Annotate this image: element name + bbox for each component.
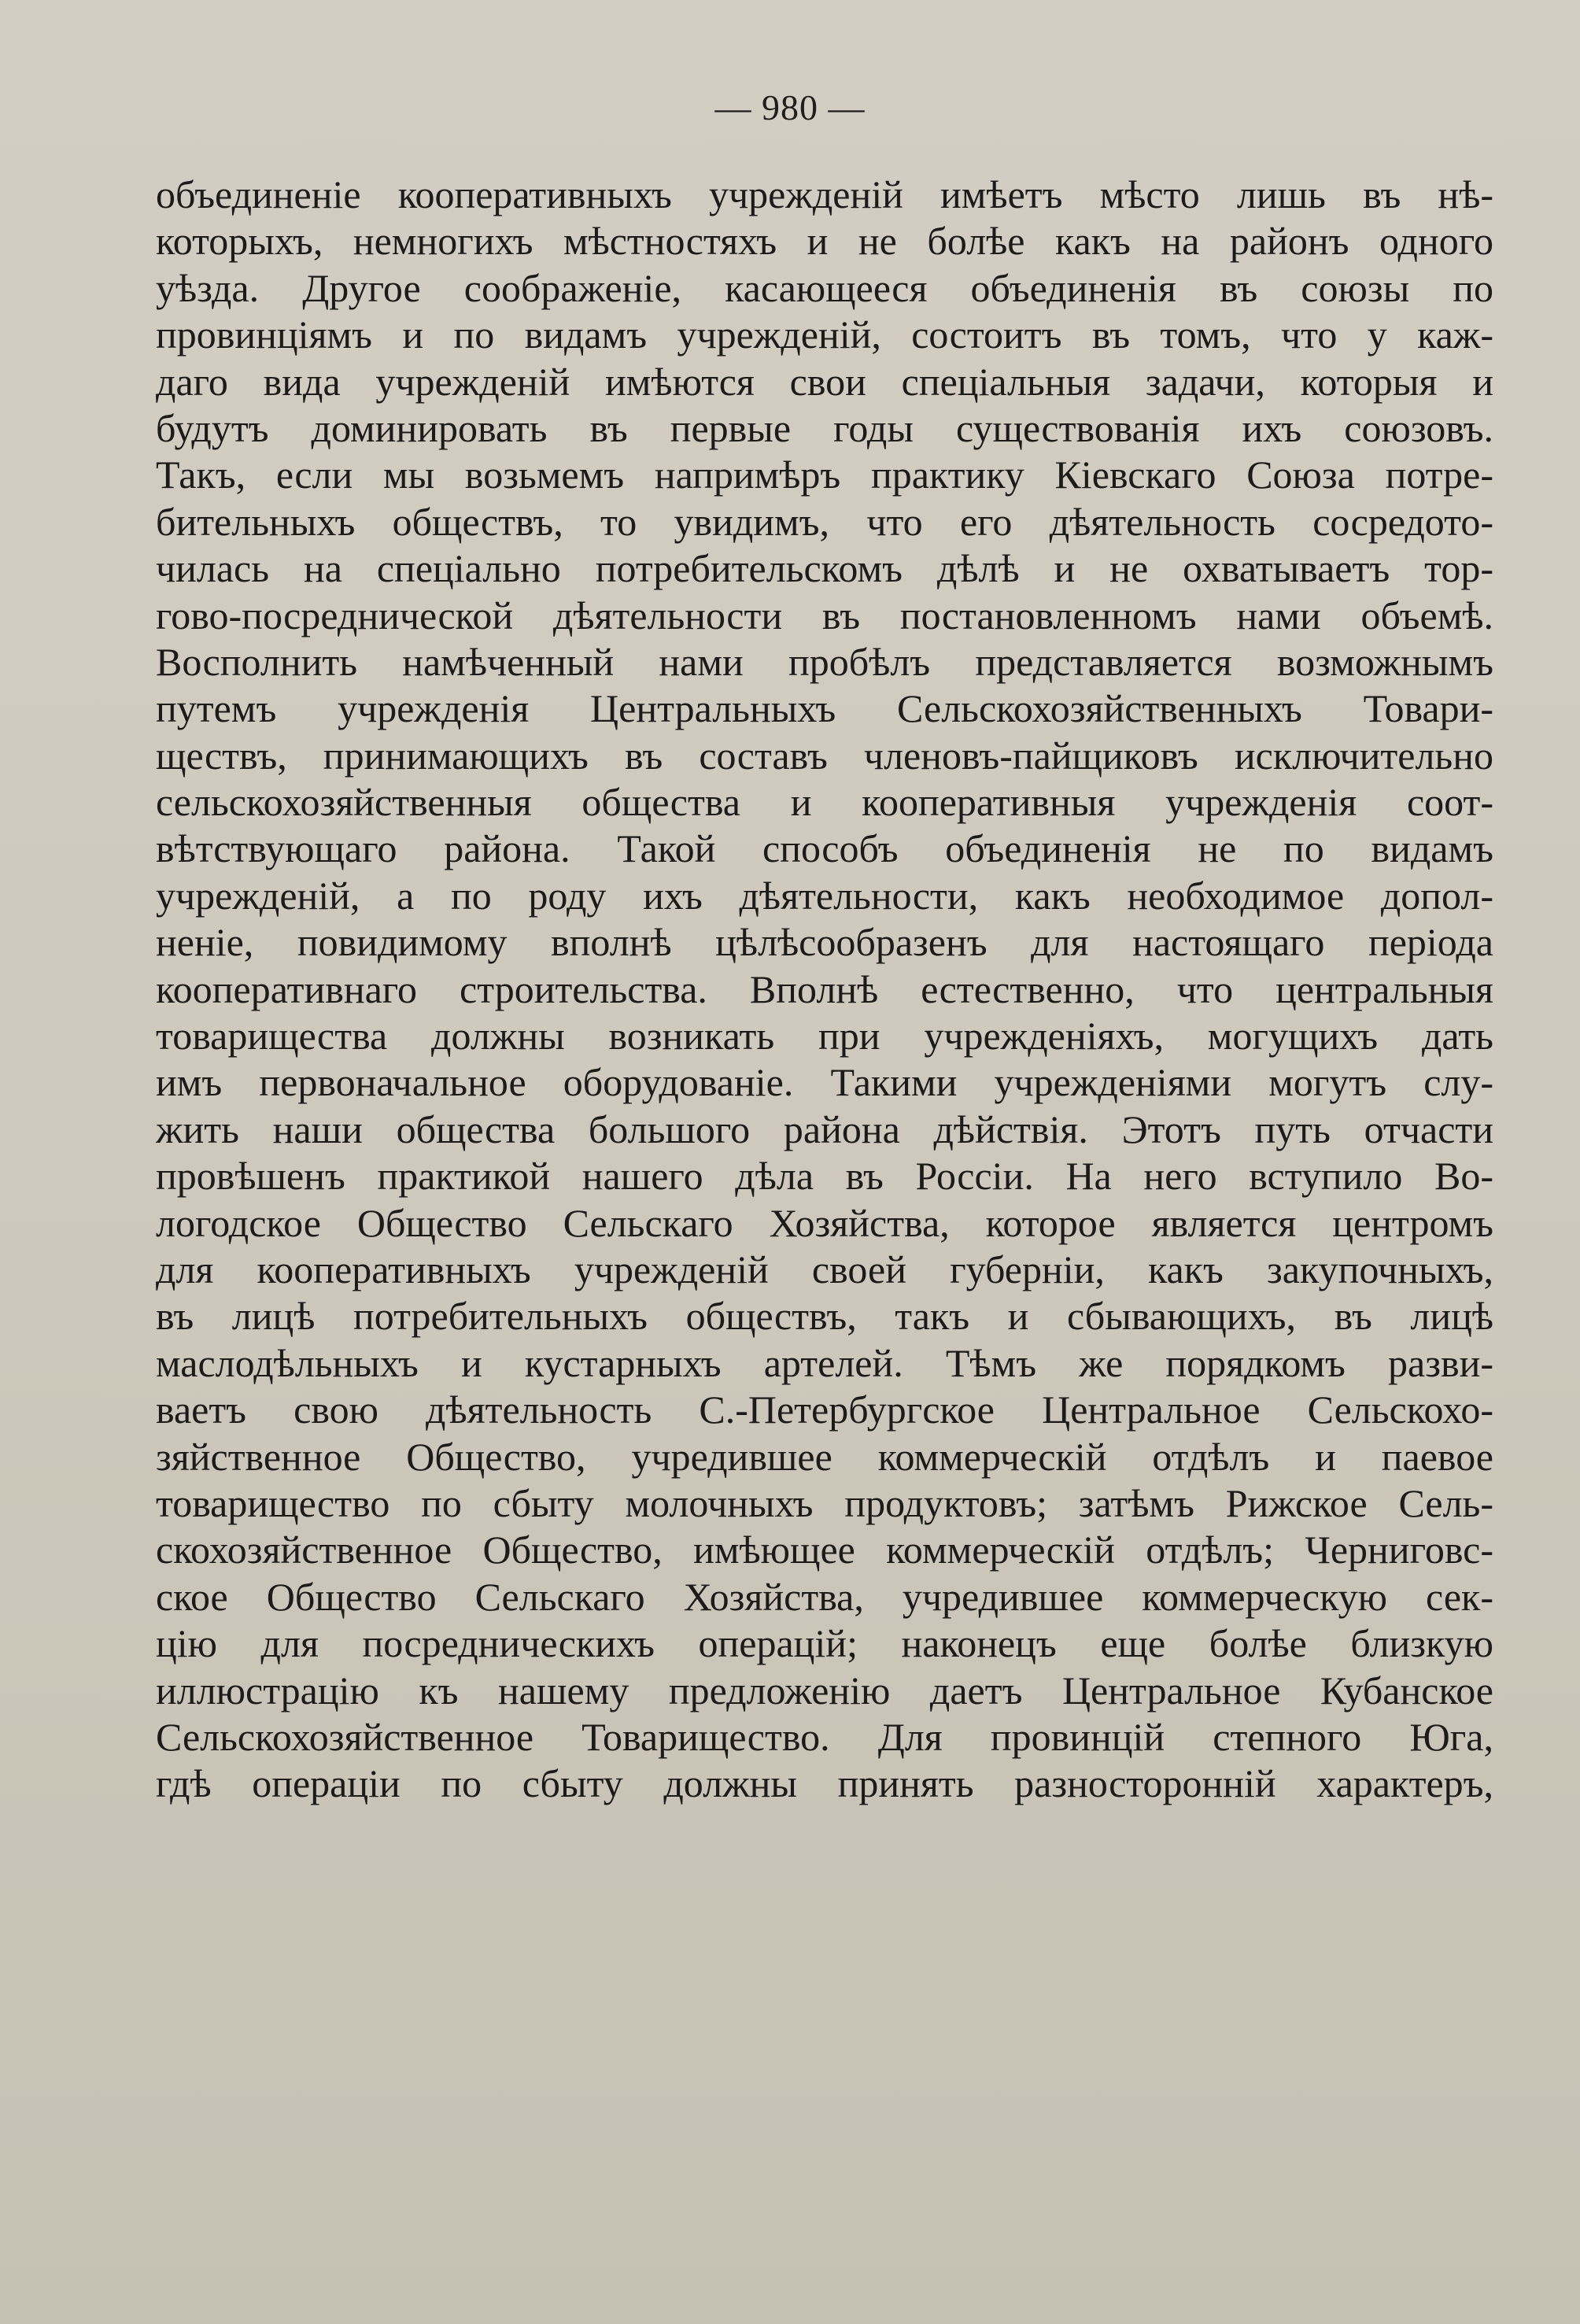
text-line: товарищества должны возникать при учрежденіяхъ, могущихъ дать [156,1014,1493,1059]
text-line: бительныхъ обществъ, то увидимъ, что его дѣятельность сосредото- [156,499,1493,544]
text-line: Восполнить намѣченный нами пробѣлъ представляется возможнымъ [156,639,1493,684]
text-line: ществъ, принимающихъ въ составъ членовъ-пайщиковъ исключительно [156,733,1493,778]
text-line: учрежденій, а по роду ихъ дѣятельности, какъ необходимое допол- [156,873,1493,918]
text-line: объединеніе кооперативныхъ учрежденій имѣетъ мѣсто лишь въ нѣ- [156,172,1493,216]
text-line: гдѣ операціи по сбыту должны принять разносторонній характеръ, [156,1761,1493,1806]
text-line: имъ первоначальное оборудованіе. Такими учрежденіями могутъ слу- [156,1060,1493,1105]
text-line: чилась на спеціально потребительскомъ дѣлѣ и не охватываетъ тор- [156,546,1493,591]
text-line: даго вида учрежденій имѣются свои спеціальныя задачи, которыя и [156,359,1493,404]
text-line: кооперативнаго строительства. Вполнѣ естественно, что центральныя [156,966,1493,1011]
text-line: скохозяйственное Общество, имѣющее коммерческій отдѣлъ; Черниговс- [156,1528,1493,1572]
text-line: Сельскохозяйственное Товарищество. Для провинцій степного Юга, [156,1714,1493,1759]
text-line: иллюстрацію къ нашему предложенію даетъ Центральное Кубанское [156,1668,1493,1713]
text-line: провинціямъ и по видамъ учрежденій, состоитъ въ томъ, что у каж- [156,312,1493,357]
body-text [156,172,1493,1808]
text-line: провѣшенъ практикой нашего дѣла въ Россіи. На него вступило Во- [156,1154,1493,1199]
text-line: сельскохозяйственныя общества и кооперативныя учрежденія соот- [156,780,1493,825]
text-line: путемъ учрежденія Центральныхъ Сельскохозяйственныхъ Товари- [156,686,1493,731]
text-line: для кооперативныхъ учрежденій своей губерніи, какъ закупочныхъ, [156,1247,1493,1291]
page-number: — 980 — [714,87,866,127]
text-line: въ лицѣ потребительныхъ обществъ, такъ и сбывающихъ, въ лицѣ [156,1294,1493,1339]
text-line: которыхъ, немногихъ мѣстностяхъ и не болѣе какъ на районъ одного [156,219,1493,264]
text-line: Такъ, если мы возьмемъ напримѣръ практику Кіевскаго Союза потре- [156,453,1493,497]
text-line: зяйственное Общество, учредившее коммерческій отдѣлъ и паевое [156,1434,1493,1479]
text-line: логодское Общество Сельскаго Хозяйства, которое является центромъ [156,1200,1493,1245]
text-line: жить наши общества большого района дѣйствія. Этотъ путь отчасти [156,1107,1493,1151]
text-line: товарищество по сбыту молочныхъ продуктовъ; затѣмъ Рижское Сель- [156,1480,1493,1525]
text-line: уѣзда. Другое соображеніе, касающееся объединенія въ союзы по [156,265,1493,310]
text-line: ское Общество Сельскаго Хозяйства, учредившее коммерческую сек- [156,1574,1493,1619]
text-line: ваетъ свою дѣятельность С.-Петербургское Центральное Сельскохо- [156,1387,1493,1432]
text-line: цію для посредническихъ операцій; наконецъ еще болѣе близкую [156,1621,1493,1666]
text-line: гово-посреднической дѣятельности въ постановленномъ нами объемѣ. [156,593,1493,637]
text-line: неніе, повидимому вполнѣ цѣлѣсообразенъ для настоящаго періода [156,920,1493,965]
text-line: вѣтствующаго района. Такой способъ объединенія не по видамъ [156,826,1493,871]
text-line: будутъ доминировать въ первые годы существованія ихъ союзовъ. [156,405,1493,450]
text-line: маслодѣльныхъ и кустарныхъ артелей. Тѣмъ же порядкомъ разви- [156,1340,1493,1385]
